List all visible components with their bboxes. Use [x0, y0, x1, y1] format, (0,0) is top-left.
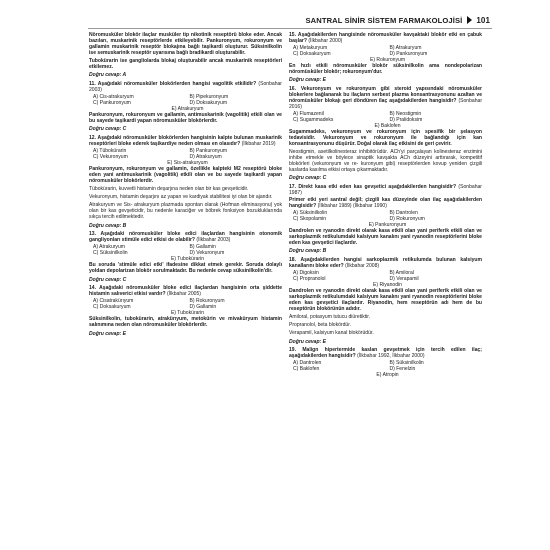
explanation-text: En hızlı etkili nöromusküler blokör süksinilkolin ama nondepolarizan nöromüsküler blokör; rokuronyum'dur.	[289, 63, 482, 76]
explanation-text: Nöromusküler blokör ilaçlar musküler tip nikotinik reseptörü bloke eder. Ancak bazıları, muskarinik reseptörlerde etkileyebilir. Pankuronyum, rokuronyum ve gallamin muskarinik reseptör blokajına bağlı taşikardi oluşturur. Süksinilkolin ise semuskarinik reseptör uyarısına bağlı bradikardi oluşturabilir.	[89, 32, 282, 56]
question-14	[89, 286, 282, 298]
answer-options	[293, 361, 482, 379]
question-source: (İlkbahar 1992, İlkbahar 2000)	[357, 353, 425, 359]
option-d: D) Pankuronyum	[389, 50, 428, 57]
explanation-text: Bu soruda 'stimüle edici etki' ifadesine dikkat etmek gerekir. Soruda dolaylı yoldan depolarizan blokör sorulmaktadır. Bu nedenle cevap süksinilkolin'dir.	[89, 262, 282, 275]
explanation-text: Tübokürarin, kuvvetli histamin deşarjına neden olan bir kas gevşeticidir.	[89, 186, 249, 193]
answer-options	[293, 46, 482, 64]
question-source: (İlkbahar 2019)	[241, 140, 276, 147]
option-b: B) Neostigmin	[389, 110, 422, 117]
question-19	[289, 348, 482, 360]
option-b: B) Pipekuronyum	[189, 93, 229, 100]
option-b: B) Amiloral	[389, 269, 414, 276]
question-text: 17. Direkt kasa etki eden kas gevşetici aşağıdakilerden hangisidir?	[289, 183, 457, 190]
explanation-text: Sugammadeks, vekuronyum ve rokuronyum için spesifik bir şelasyon tedavisidir. Vekuronyum ve rokuronyum ile bağlandığı için kan konsantrasyonunu düşürür. Doğal olarak ilaç etkisini de geri çevirir.	[289, 129, 482, 147]
option-d: D) Fenelzin	[389, 365, 416, 372]
correct-answer: Doğru cevap: C	[89, 126, 127, 133]
question-13	[89, 232, 282, 244]
option-c: C) Süksinilkolin	[93, 249, 128, 256]
question-text: 15. Aşağıdakilerden hangisinde nöromusküler kavşaktaki blokör etki en çabuk başlar?	[289, 32, 482, 44]
page-number: 101	[476, 15, 490, 25]
question-12	[89, 136, 282, 148]
explanation-text: Tubokürarin ise gangliolarda blokaj oluşturabilir ancak muskarinik reseptörleri etkilemez.	[89, 58, 282, 70]
option-a: A) Metakuryum	[293, 44, 328, 51]
answer-options	[293, 271, 482, 289]
option-c: C) Pankuronyum	[93, 99, 131, 106]
option-e: E) Atropin	[376, 371, 399, 378]
answer-options	[93, 149, 282, 167]
option-e: E) Atrakuryum	[171, 105, 204, 112]
option-e: E) Tubokürarin	[170, 309, 205, 316]
option-c: C) Skopolamin	[293, 215, 327, 222]
option-d: D) Pralidoksim	[389, 116, 423, 123]
question-source: (İlkbahar 1989) (İlkbahar 1990)	[317, 202, 387, 209]
option-e: E) Tubokürarin	[170, 255, 205, 262]
option-b: B) Atrakuryum	[389, 44, 422, 51]
play-triangle-icon	[467, 16, 472, 24]
question-text: 16. Vekuronyum ve rokuronyum gibi steroid yapısındaki nöromusküler blokerlere bağlanarak bu ilaçların serbest plazma konsantrasyonunu azaltan ve nöromüsküler blokajı geri döndüren ilaç aşağıdakilerden hangisidir?	[289, 86, 482, 104]
option-e: E) Baklofen	[374, 122, 401, 129]
page-header	[306, 13, 491, 27]
question-text: 19. Malign hipertermide kaslan gevşetmek için tercih edilen ilaç; aşağıdakilerden hangisidir?	[289, 347, 482, 359]
option-a: A) Tübokürarin	[93, 147, 127, 154]
chapter-title: SANTRAL SİNİR SİSTEM FARMAKOLOJİSİ	[305, 15, 463, 25]
option-d: D) Rokuronyum	[389, 215, 425, 222]
question-source: (Sonbahar 2016)	[289, 97, 483, 110]
option-d: D) Atrakuryum	[189, 153, 222, 160]
option-c: C) Doksakuryum	[293, 50, 331, 57]
question-text: 12. Aşağıdaki nöromusküler blokörlerden hangisinin kalpte bulunan muskarinik reseptörleri bloke ederek taşikardiye neden olması en olasıdır?	[89, 134, 282, 147]
left-column	[89, 33, 282, 340]
question-text: 18. Aşağıdakilerden hangisi sarkoplazmik retikulumda bulunan kalsiyum kanallarını bloke eder?	[289, 256, 482, 269]
option-a: A) Cis-atrakuryum	[93, 93, 134, 100]
option-b: B) Rokuronyum	[189, 298, 225, 305]
option-b: B) Süksinilkolin	[389, 359, 424, 366]
option-c: C) Propranolol	[293, 275, 326, 282]
correct-answer: Doğru cevap: C	[289, 175, 327, 182]
right-column	[289, 33, 482, 379]
correct-answer: Doğru cevap: B	[89, 222, 127, 229]
correct-answer: Doğru cevap: E	[89, 330, 127, 337]
question-11	[89, 82, 282, 94]
explanation-text: Pankuronyum, rokuronyum ve gallamin, antimuskarinik (vagolitik) etkili olan ve bu sayede taşikardi yapan nöromusküler blokörlerdir.	[89, 112, 282, 124]
correct-answer: Doğru cevap: A	[89, 72, 127, 79]
question-text: 13. Aşağıdaki nöromusküler bloke edici ilaçlardan hangisinin otonomik gangliyonları stimüle edici etkisi de olabilir?	[89, 231, 282, 244]
question-18	[289, 258, 482, 270]
question-source: (İlkbahar 2008)	[345, 262, 380, 269]
explanation-text: Verapamil, kalsiyum kanal blokörüdür.	[289, 330, 374, 337]
option-a: A) Flumazenil	[293, 110, 324, 117]
question-text: 14. Aşağıdaki nöromusküler bloke edici ilaçlardan hangisinin orta şiddette histamin salıverici etkisi vardır?	[89, 285, 282, 298]
option-e: E) Rokuronyum	[369, 56, 406, 63]
correct-answer: Doğru cevap: E	[289, 77, 327, 84]
option-b: B) Pankuronyum	[189, 147, 228, 154]
correct-answer: Doğru cevap: C	[89, 276, 127, 283]
question-17-alt	[289, 198, 482, 210]
option-c: C) Baklofen	[293, 365, 320, 372]
option-c: C) Vekuronyum	[93, 153, 128, 160]
answer-options	[93, 299, 282, 317]
question-16	[289, 87, 482, 111]
explanation-text: Neostigmin, asetilkolinesteraz inhibitörüdür. ACh'yi parçalayan kolinesteraz enzimini inhibe etmekle ve böylece sinaptik kavşakta ACh düzeyini arttırarak, kompetitif blokörleri (vekuronyum ve re- kuronyum gibi) reseptörlerden kovup yeniden çizgili kaslarda kasılma etkisi ortaya çıkarmaktadır.	[289, 149, 482, 173]
option-b: B) Gallamin	[189, 244, 216, 251]
header-rule	[88, 28, 492, 29]
explanation-text: Dandrolen ve ryanodin direkt olarak kasa etkili olan yani periferik etkili olan ve sarkoplazmik retikulumdaki kalsiyum kanalını yani ryanodin reseptörlerini bloke eden kas gevşetici ilaçlardır.	[289, 227, 482, 246]
option-a: A) Digoksin	[293, 269, 319, 276]
correct-answer: Doğru cevap: E	[289, 338, 327, 345]
explanation-text: Amiloral, potasyum tutucu diüretiktir.	[289, 313, 371, 320]
option-c: C) Doksakuryum	[93, 303, 131, 310]
explanation-text: Dandrolen ve ryanodin direkt olarak kasa etkili olan yani periferik etkili olan ve sarkoplazmik retikulumdaki kalsiyum kanalını yani ryanodin reseptörlerini bloke eden kas gevşetici ilaçlardır. Riyanodin, hem reseptörün adı hem de bu reseptörün blokörünün adıdır.	[289, 287, 482, 312]
option-e: E) Riyanodin	[373, 281, 402, 288]
question-15	[289, 33, 482, 45]
correct-answer: Doğru cevap: B	[289, 248, 327, 255]
answer-options	[93, 95, 282, 113]
answer-options	[293, 211, 482, 229]
option-e: E) Pankuronyum	[368, 221, 407, 228]
question-17	[289, 185, 482, 197]
option-d: D) Doksakuryum	[189, 99, 228, 106]
option-c: C) Sugammadeks	[293, 116, 334, 123]
option-d: D) Vekuronyum	[189, 249, 225, 256]
question-source: (İlkbahar 2003)	[196, 237, 231, 244]
option-b: B) Dantrolen	[389, 209, 418, 216]
explanation-text: Vekuronyum, histamin deşarjını az yapan ve kardiyak stabilitesi iyi olan bir ajandır.	[89, 194, 273, 201]
answer-options	[293, 112, 482, 130]
question-source: (İlkbahar 2005)	[167, 291, 201, 298]
question-source: (Sonbahar 2003)	[89, 80, 282, 93]
question-source: (Sonbahar 1987)	[289, 183, 482, 196]
option-a: A) Cisatrakürıyum	[93, 298, 134, 305]
option-a: A) Süksinilkolin	[293, 209, 328, 216]
option-a: A) Atrakuryum	[93, 244, 125, 251]
option-a: A) Dantrolen	[293, 359, 322, 366]
option-d: D) Gallamin	[189, 303, 217, 310]
question-text: 11. Aşağıdaki nöromusküler blokörlerden hangisi vagolitik etkilidir?	[89, 80, 257, 87]
question-text: Primer etki yeri santral değil; çizgili kas düzeyinde olan ilaç aşağıdakilerden hangisidir?	[289, 196, 482, 209]
question-source: (İlkbahar 2000)	[308, 37, 343, 44]
explanation-text: Pankuronyum, rokuronyum ve gallamin, özellikle kalpteki M2 reseptörü bloke eden yani antimuskarinik (vagolitik) etkili olan ve bu sayede taşikardi yapan nöromusküler blokörlerdir.	[89, 166, 282, 184]
option-d: D) Verapamil	[389, 275, 419, 282]
option-e: E) Sis-atrakuryum	[167, 159, 208, 166]
explanation-text: Propranolol, beta blokördür.	[289, 322, 352, 329]
answer-options	[93, 245, 282, 263]
explanation-text: Süksinilkolin, tubokürarin, atrakürıyum, metokürin ve mivaküryum histamin salınımına neden olan nöromusküler blokörlerdir.	[89, 316, 282, 329]
explanation-text: Atrakuryum ve Sis- atrakuryum plazmada spontan olarak (Hofman eliminasyonu) yok olan bir kas gevşeticidir, bu nedenle karaciğer ve böbrek fonksiyon bozukluklarında sıkça tercih edilmektedir.	[89, 202, 282, 221]
